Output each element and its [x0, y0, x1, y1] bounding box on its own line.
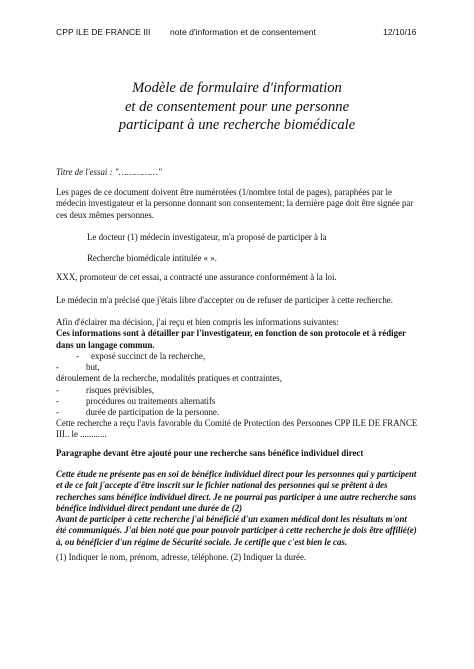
text-line: ces deux mêmes personnes.	[56, 209, 155, 220]
docteur-line: Le docteur (1) médecin investigateur, m'a proposé de participer à la	[87, 232, 327, 242]
list-item-text: procédures ou traitements alternatifs	[86, 396, 216, 407]
list-item: déroulement de la recherche, modalités pratiques et contraintes,	[56, 373, 282, 384]
document-title	[0, 79, 474, 135]
text-line: été communiqués. J'ai bien noté que pour pouvoir participer à cette recherche je dois être affilié(e)	[56, 525, 417, 536]
text-line: médecin investigateur et la personne donnant son consentement; la dernière page doit être signée par	[56, 198, 414, 209]
text-line: recherches sans bénéfice individuel direct. Je ne pourrai pas participer à une autre recherche sans	[56, 491, 417, 502]
bold-note-line: Ces informations sont à détailler par l'investigateur, en fonction de son protocole et à rédiger	[56, 328, 406, 339]
eclairer-line: Afin d'éclairer ma décision, j'ai reçu et bien compris les informations suivantes:	[56, 317, 339, 327]
informations-block	[56, 317, 422, 419]
list-item: - but,	[56, 362, 100, 373]
text-line: III.. le ............	[56, 429, 107, 440]
text-line: Avant de participer à cette recherche j'ai bénéficié d'un examen médical dont les résultats m'ont	[56, 514, 407, 525]
list-item-text: risques prévisibles,	[86, 384, 155, 395]
list-item-text: durée de participation de la personne.	[86, 407, 220, 418]
text-line: bénéfice individuel direct pendant une durée de (2)	[56, 502, 243, 513]
footnote: (1) Indiquer le nom, prénom, adresse, téléphone. (2) Indiquer la durée.	[56, 552, 307, 562]
list-item: - exposé succinct de la recherche,	[76, 350, 206, 361]
text-line: à, ou bénéficier d'un régime de Sécurité sociale. Je certifie que c'est bien le cas.	[56, 536, 348, 547]
title-line: participant à une recherche biomédicale	[118, 117, 356, 133]
cpp-para	[56, 418, 422, 441]
list-item: - risques prévisibles,	[56, 384, 155, 395]
text-line: Les pages de ce document doivent être numérotées (1/nombre total de pages), paraphées par le	[56, 187, 392, 197]
header-center: note d'information et de consentement	[170, 27, 316, 37]
medecin-para: Le médecin m'a précisé que j'étais libre d'accepter ou de refuser de participer à cette recherche.	[56, 295, 393, 305]
sans-benefice-para	[56, 469, 422, 548]
bold-note-line: dans un langage commun.	[56, 339, 155, 350]
promoteur-para: XXX, promoteur de cet essai, a contracté une assurance conformément à la loi.	[56, 272, 337, 282]
paragraphe-title: Paragraphe devant être ajouté pour une recherche sans bénéfice individuel direct	[56, 448, 364, 458]
title-line: Modèle de formulaire d'information	[132, 80, 342, 96]
title-line: et de consentement pour une personne	[124, 98, 350, 115]
essai-title: Titre de l'essai : "……………"	[56, 167, 162, 177]
para-pages	[56, 187, 422, 221]
text-line: Cette étude ne présente pas en soi de bénéfice individuel direct pour les personnes qui y participent	[56, 469, 417, 479]
list-item: - durée de participation de la personne.	[56, 407, 220, 418]
text-line: Cette recherche a reçu l'avis favorable du Comité de Protection des Personnes CPP ILE DE FRANCE	[56, 418, 418, 428]
recherche-intitulee: Recherche biomédicale intitulée « ».	[87, 253, 217, 263]
text-line: et de ce fait j'accepte d'être inscrit sur le fichier national des personnes qui se prêtent à des	[56, 480, 388, 491]
list-item: - procédures ou traitements alternatifs	[56, 396, 216, 407]
list-item-text: but,	[86, 362, 100, 373]
header-left: CPP ILE DE FRANCE III	[56, 27, 151, 37]
header-date: 12/10/16	[383, 27, 417, 37]
list-item-text: exposé succinct de la recherche,	[91, 350, 206, 361]
